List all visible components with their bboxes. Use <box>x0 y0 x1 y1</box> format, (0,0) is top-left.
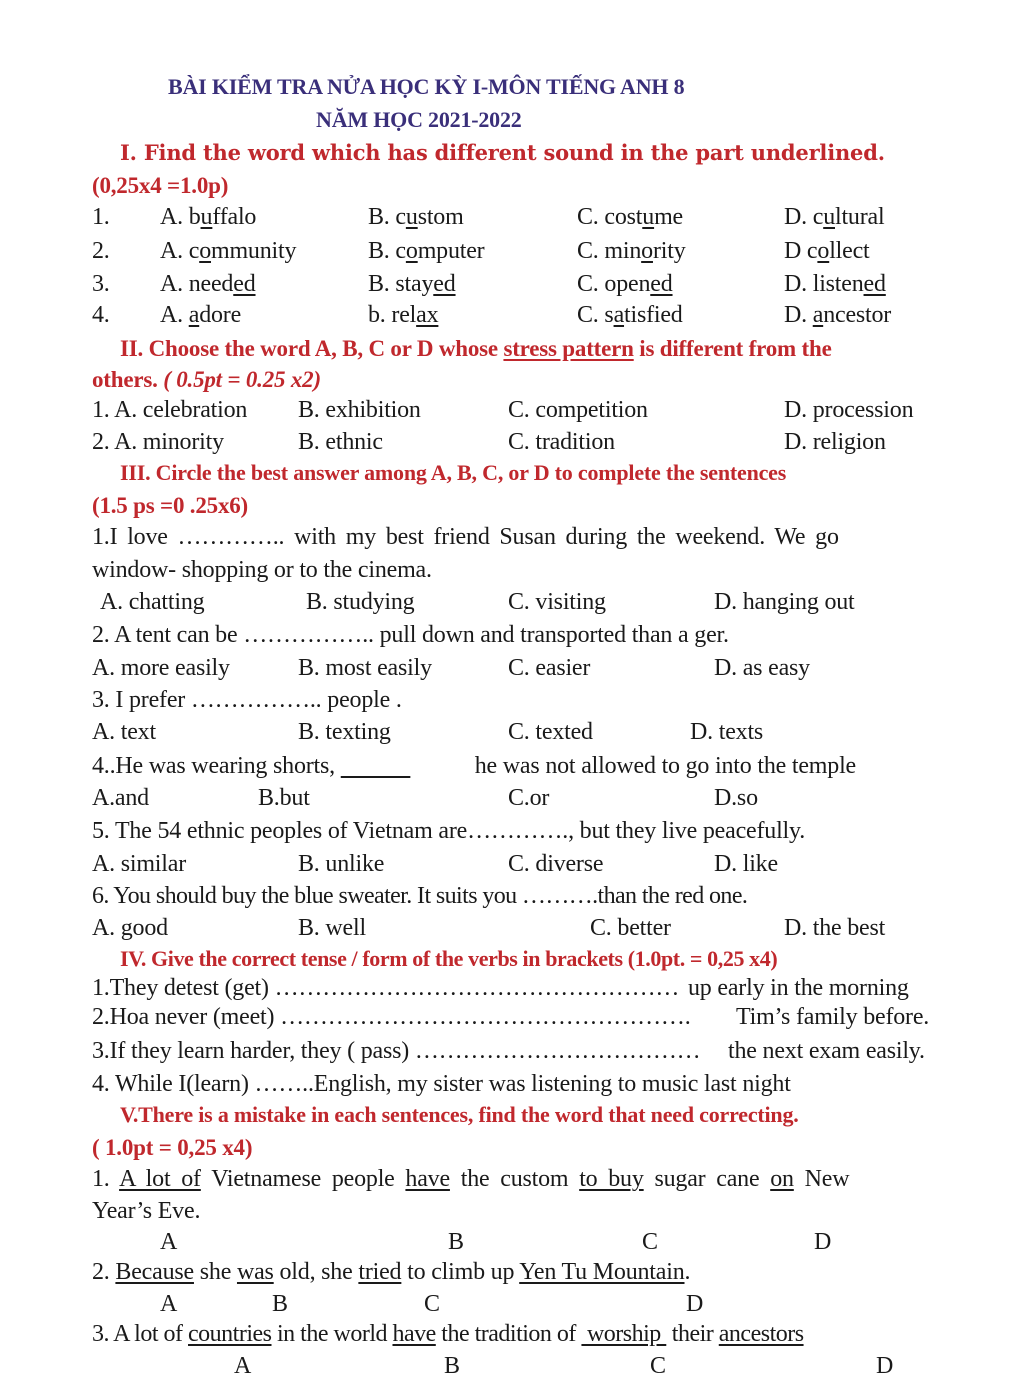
label-c: C <box>642 1229 658 1255</box>
label-d: D <box>814 1229 832 1255</box>
s5-question-1-line-2 <box>0 1195 1024 1227</box>
option-b[interactable]: B.but <box>258 785 310 811</box>
option-a[interactable]: A. community <box>160 238 297 264</box>
section-5-heading-line <box>0 1099 1024 1131</box>
s3-q2-stem <box>0 619 1024 651</box>
s4-question-1 <box>0 972 1024 1004</box>
option-d[interactable]: D. as easy <box>714 655 810 681</box>
option-d[interactable]: D. texts <box>690 719 764 745</box>
question-text: 4..He was wearing shorts, he was not allowed to go into the temple <box>92 750 856 782</box>
option-c[interactable]: C. texted <box>508 719 593 745</box>
s5-question-3 <box>0 1318 1024 1350</box>
answer-blank <box>341 750 475 782</box>
option-d[interactable]: D. cultural <box>784 204 885 230</box>
question-text: 2. A tent can be …………….. pull down and transported than a ger. <box>92 622 729 648</box>
option-d[interactable]: D. ancestor <box>784 302 892 328</box>
label-a: A <box>234 1353 252 1379</box>
question-text[interactable]: 2.Hoa never (meet) ……………………………………………. <box>92 1004 691 1030</box>
s3-q1-options <box>0 586 1024 618</box>
option-d[interactable]: D.so <box>714 785 758 811</box>
label-d: D <box>876 1353 894 1379</box>
s4-question-3 <box>0 1035 1024 1067</box>
option-c[interactable]: C. visiting <box>508 589 606 615</box>
section-5-points: ( 1.0pt = 0,25 x4) <box>92 1135 253 1160</box>
s2-question-1 <box>0 394 1024 426</box>
question-text: window- shopping or to the cinema. <box>92 557 432 583</box>
option-d[interactable]: D. hanging out <box>714 589 855 615</box>
underlined-d[interactable]: ancestors <box>718 1321 804 1347</box>
s5-question-1 <box>0 1163 1024 1195</box>
question-text: 3. I prefer …………….. people . <box>92 687 402 713</box>
s3-q4-stem <box>0 750 1024 782</box>
option-a[interactable]: A. more easily <box>92 655 230 681</box>
question-text-end: the next exam easily. <box>728 1038 925 1064</box>
question-text[interactable]: 4. While I(learn) ……..English, my sister was listening to music last night <box>92 1071 791 1097</box>
s5-question-1-labels <box>0 1226 1024 1258</box>
option-a[interactable]: A. similar <box>92 851 186 877</box>
label-d: D <box>686 1291 704 1317</box>
option-b[interactable]: B. computer <box>368 238 485 264</box>
option-c[interactable]: C. better <box>590 915 671 941</box>
option-c[interactable]: C. competition <box>508 397 648 423</box>
s1-question-4 <box>0 299 1024 331</box>
question-text[interactable]: 1.They detest (get) …………………………………………… <box>92 975 680 1001</box>
section-1-heading-line <box>0 137 1024 169</box>
s1-question-2 <box>0 235 1024 267</box>
section-5-points-line <box>0 1132 1024 1164</box>
s3-q4-options <box>0 782 1024 814</box>
option-a[interactable]: A.and <box>92 785 149 811</box>
label-a: A <box>160 1291 178 1317</box>
school-year: NĂM HỌC 2021-2022 <box>316 107 522 132</box>
underlined-d[interactable]: Yen Tu Mountain <box>519 1259 685 1285</box>
option-d[interactable]: D. like <box>714 851 778 877</box>
question-text[interactable]: 3.If they learn harder, they ( pass) ……………………………… <box>92 1038 701 1064</box>
option-c[interactable]: C. minority <box>577 238 686 264</box>
section-3-heading: III. Circle the best answer among A, B, C, or D to complete the sentences <box>120 460 787 485</box>
option-b[interactable]: B. studying <box>306 589 415 615</box>
option-b[interactable]: B. ethnic <box>298 429 383 455</box>
s2-question-2 <box>0 426 1024 458</box>
option-a[interactable]: A. chatting <box>100 589 205 615</box>
question-text-end: Tim’s family before. <box>736 1004 930 1030</box>
option-d[interactable]: D. religion <box>784 429 886 455</box>
label-b: B <box>448 1229 464 1255</box>
question-text: 6. You should buy the blue sweater. It suits you ……….than the red one. <box>92 883 748 909</box>
s4-question-4 <box>0 1068 1024 1100</box>
section-1-points: (0,25x4 =1.0p) <box>92 173 229 198</box>
option-d[interactable]: D collect <box>784 238 870 264</box>
label-c: C <box>650 1353 666 1379</box>
underlined-b[interactable]: have <box>405 1166 450 1192</box>
s5-question-2-labels <box>0 1288 1024 1320</box>
question-number: 1. <box>92 204 110 230</box>
underlined-a[interactable]: A lot of <box>119 1166 201 1192</box>
question-text: 1.I love ………….. with my best friend Susan during the weekend. We go <box>92 524 839 550</box>
underlined-a[interactable]: Because <box>115 1259 194 1285</box>
underlined-b[interactable]: have <box>392 1321 436 1347</box>
option-a[interactable]: A. adore <box>160 302 242 328</box>
label-b: B <box>272 1291 288 1317</box>
option-c[interactable]: C.or <box>508 785 550 811</box>
s5-question-2 <box>0 1256 1024 1288</box>
question-number: 2. <box>92 238 110 264</box>
label-a: A <box>160 1229 178 1255</box>
question-number: 4. <box>92 302 110 328</box>
school-year-line <box>0 104 1024 136</box>
option-d[interactable]: D. the best <box>784 915 886 941</box>
underlined-c[interactable]: worship <box>581 1321 667 1347</box>
s1-question-3 <box>0 268 1024 300</box>
option-c[interactable]: C. easier <box>508 655 591 681</box>
option-b[interactable]: B. exhibition <box>298 397 421 423</box>
s3-q1-stem <box>0 521 1024 553</box>
option-a[interactable]: 2. A. minority <box>92 429 224 455</box>
underlined-a[interactable]: countries <box>188 1321 272 1347</box>
s4-question-2 <box>0 1001 1024 1033</box>
option-c[interactable]: C. tradition <box>508 429 615 455</box>
doc-title: BÀI KIỂM TRA NỬA HỌC KỲ I-MÔN TIẾNG ANH 8 <box>168 74 685 99</box>
option-b[interactable]: B. custom <box>368 204 464 230</box>
s3-q3-options <box>0 716 1024 748</box>
option-c[interactable]: C. costume <box>577 204 684 230</box>
option-c[interactable]: C. opened <box>577 271 673 297</box>
s3-q5-options <box>0 848 1024 880</box>
option-d[interactable]: D. listened <box>784 271 886 297</box>
s1-question-1 <box>0 201 1024 233</box>
option-a[interactable]: A. text <box>92 719 156 745</box>
question-number: 3. <box>92 271 110 297</box>
option-c[interactable]: C. diverse <box>508 851 604 877</box>
question-text: 2. Because she was old, she tried to climb up Yen Tu Mountain. <box>92 1259 691 1285</box>
section-1-points-line <box>0 170 1024 202</box>
s3-q1-stem-2 <box>0 554 1024 586</box>
option-b[interactable]: B. well <box>298 915 366 941</box>
option-a[interactable]: 1. A. celebration <box>92 397 248 423</box>
section-2-heading-line <box>0 333 1024 365</box>
option-b[interactable]: b. relax <box>368 302 439 328</box>
s3-q6-options <box>0 912 1024 944</box>
section-4-heading-line <box>0 943 1024 975</box>
underlined-d[interactable]: on <box>770 1166 794 1192</box>
section-5-heading: V.There is a mistake in each sentences, find the word that need correcting. <box>120 1102 799 1127</box>
underlined-c[interactable]: to buy <box>579 1166 644 1192</box>
option-b[interactable]: B. unlike <box>298 851 385 877</box>
section-3-heading-line <box>0 457 1024 489</box>
s3-q6-stem <box>0 880 1024 912</box>
question-text: Year’s Eve. <box>92 1198 201 1224</box>
question-text: 5. The 54 ethnic peoples of Vietnam are…………., but they live peacefully. <box>92 818 806 844</box>
option-a[interactable]: A. needed <box>160 271 256 297</box>
underlined-c[interactable]: tried <box>358 1259 402 1285</box>
question-text: 3. A lot of countries in the world have the tradition of worship their ancestors <box>92 1321 804 1347</box>
option-b[interactable]: B. stayed <box>368 271 456 297</box>
doc-title-line <box>0 71 1024 103</box>
section-2-heading-cont: others. ( 0.5pt = 0.25 x2) <box>92 367 321 392</box>
s5-question-3-labels <box>0 1350 1024 1382</box>
section-2-heading: II. Choose the word A, B, C or D whose stress pattern is different from the <box>120 336 832 361</box>
option-a[interactable]: A. buffalo <box>160 204 257 230</box>
option-a[interactable]: A. good <box>92 915 168 941</box>
option-b[interactable]: B. most easily <box>298 655 432 681</box>
section-1-heading: I. Find the word which has different sound in the part underlined. <box>120 140 885 165</box>
s3-q5-stem <box>0 815 1024 847</box>
underlined-b[interactable]: was <box>236 1259 274 1285</box>
s3-q2-options <box>0 652 1024 684</box>
question-text: 1. A lot of Vietnamese people have the custom to buy sugar cane on New <box>92 1166 850 1192</box>
section-3-points-line <box>0 490 1024 522</box>
s3-q3-stem <box>0 684 1024 716</box>
section-4-heading: IV. Give the correct tense / form of the verbs in brackets (1.0pt. = 0,25 x4) <box>120 946 778 971</box>
option-d[interactable]: D. procession <box>784 397 914 423</box>
label-b: B <box>444 1353 460 1379</box>
section-3-points: (1.5 ps =0 .25x6) <box>92 493 249 518</box>
option-b[interactable]: B. texting <box>298 719 391 745</box>
label-c: C <box>424 1291 440 1317</box>
section-2-heading-line-2 <box>0 364 1024 396</box>
option-c[interactable]: C. satisfied <box>577 302 683 328</box>
question-text-end: up early in the morning <box>688 975 909 1001</box>
